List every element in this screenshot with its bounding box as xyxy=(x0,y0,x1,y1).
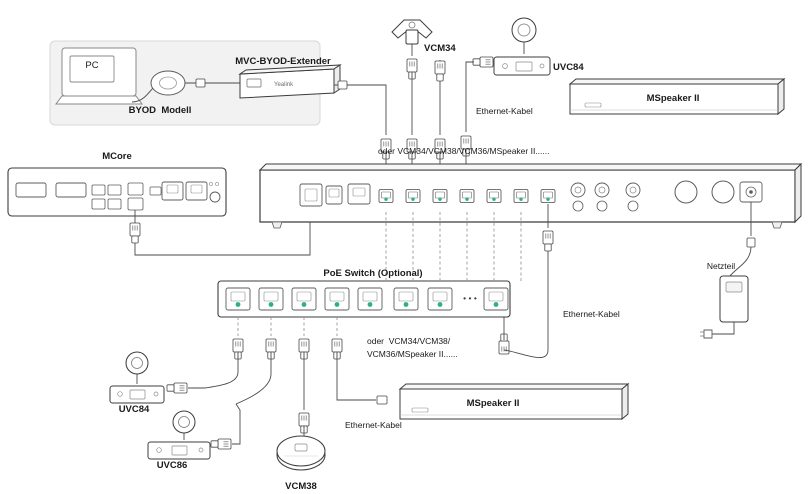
byod-extender-label: MVC-BYOD-Extender xyxy=(235,56,331,67)
vcm34-top-graphic xyxy=(392,20,432,135)
byod-panel-title: BYOD Modell xyxy=(128,105,192,116)
ethernet-cable-top-label: Ethernet-Kabel xyxy=(476,106,533,116)
uvc86-bottom-label: UVC86 xyxy=(156,460,188,471)
mspeaker-bottom-label: MSpeaker II xyxy=(466,398,520,409)
uvc84-bottom-graphic xyxy=(110,352,205,403)
msoundbar-main-graphic xyxy=(260,164,801,228)
netzteil-label: Netzteil xyxy=(706,261,736,271)
ethernet-cable-mid-label: Ethernet-Kabel xyxy=(563,309,620,319)
mspeaker-top-label: MSpeaker II xyxy=(646,93,700,104)
mcore-label: MCore xyxy=(102,151,132,162)
poe-switch-label: PoE Switch (Optional) xyxy=(323,268,423,279)
vcm34-top-label: VCM34 xyxy=(424,43,456,54)
ethernet-cable-bottom-label: Ethernet-Kabel xyxy=(345,420,402,430)
alt-devices-mid-line2-label: VCM36/MSpeaker II...... xyxy=(367,349,458,359)
alt-devices-mid-line1-label: oder VCM34/VCM38/ xyxy=(367,336,451,346)
poe-switch-ellipsis: • • • xyxy=(463,293,477,303)
vcm38-bottom-label: VCM38 xyxy=(285,481,317,492)
uvc84-top-label: UVC84 xyxy=(553,62,584,73)
pc-label: PC xyxy=(85,60,99,71)
uvc84-bottom-label: UVC84 xyxy=(118,404,150,415)
vcm38-bottom-graphic xyxy=(277,436,325,470)
svg-text:Yealink: Yealink xyxy=(274,82,294,88)
alt-devices-top-label: oder VCM34/VCM38/VCM36/MSpeaker II...... xyxy=(378,146,550,156)
